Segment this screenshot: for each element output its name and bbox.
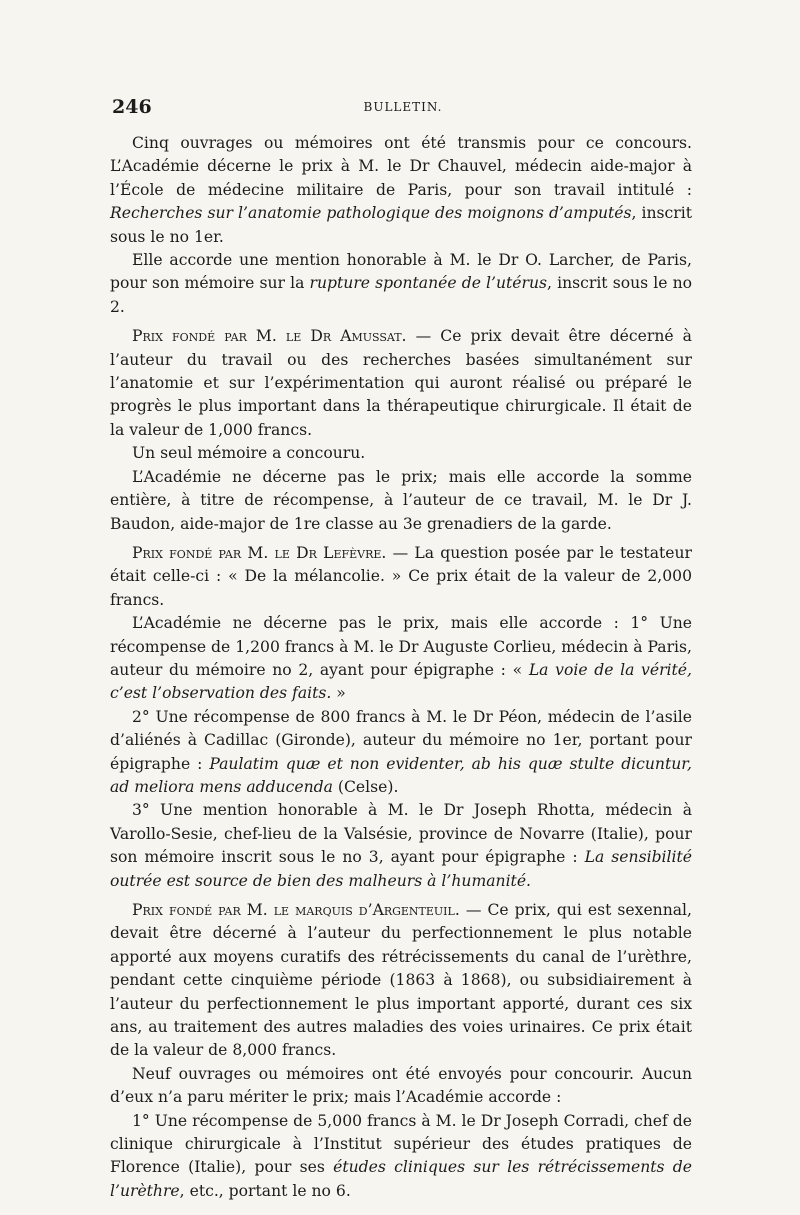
paragraph-text-tail: , inscrit sous le no 1er. [110,204,692,246]
work-title: rupture spontanée de l’utérus [309,274,548,293]
paragraph-text-tail: (Celse). [332,777,399,796]
paragraph-peon-award [110,706,692,800]
work-title: Recherches sur l’anatomie pathologique des moignons d’amputés [110,204,632,223]
paragraph-chauvel-prize [110,132,692,249]
paragraph-text-tail: , etc., portant le no 6. [179,1181,351,1200]
paragraph-corlieu-award [110,612,692,706]
running-head [112,96,694,120]
paragraph-larcher-mention [110,249,692,319]
section-heading: Prix fondé par M. le Dr Amussat. [132,327,407,346]
body-text [110,132,692,1203]
paragraph-text: — Ce prix, qui est sexennal, devait être décerné à l’auteur du perfectionnement le plus notable apporté aux moyens curatifs des rétrécissements du canal de l’urèthre, pendant cette cinquième période (1863 à 1868), ou subsidiairement à l’auteur du perfectionnement le plus important apporté, durant ces six ans, au traitement des autres maladies des voies urinaires. Ce prix était de la valeur de 8,000 francs. [110,901,692,1060]
paragraph-text: — La question posée par le testateur était celle-ci : « De la mélancolie. » Ce prix était de la valeur de 2,000 francs. [110,543,692,609]
paragraph-text-tail: , inscrit sous le no 2. [110,274,693,316]
page-number: 246 [112,96,152,118]
paragraph-text: Neuf ouvrages ou mémoires ont été envoyés pour concourir. Aucun d’eux n’a paru mériter le prix; mais l’Académie accorde : [110,1064,692,1107]
paragraph-lefevre-prize [110,542,692,612]
paragraph-text: Cinq ouvrages ou mémoires ont été transmis pour ce concours. L’Académie décerne le prix à M. le Dr Chauvel, médecin aide-major à l’École de médecine militaire de Paris, pour son travail intitulé : [110,134,692,199]
paragraph-text: L’Académie ne décerne pas le prix; mais elle accorde la somme entière, à titre de récompense, à l’auteur de ce travail, M. le Dr J. Baudon, aide-major de 1re classe au 3e grenadiers de la garde. [110,467,692,533]
paragraph-rhotta-mention [110,799,692,893]
running-header-title: BULLETIN. [363,100,443,114]
paragraph-single-memoir [110,442,692,465]
epigraph: La voie de la vérité, c’est l’observation des faits. [110,660,692,703]
paragraph-corradi-award [110,1110,692,1204]
paragraph-text: 3° Une mention honorable à M. le Dr Joseph Rhotta, médecin à Varollo-Sesie, chef-lieu de la Valsésie, province de Novarre (Italie), pour son mémoire inscrit sous le no 3, ayant pour épigraphe : [110,801,692,867]
section-heading: Prix fondé par M. le marquis d’Argenteuil. [132,901,460,919]
paragraph-text: — Ce prix devait être décerné à l’auteur du travail ou des recherches basées simultanément sur l’anatomie et sur l’expérimentation qui auront réalisé ou préparé le progrès le plus important dans la thérapeutique chirurgicale. Il était de la valeur de 1,000 francs. [110,327,692,439]
work-title: études cliniques sur les rétrécissements de l’urèthre [110,1158,692,1200]
paragraph-nine-works [110,1063,692,1110]
paragraph-text: 2° Une récompense de 800 francs à M. le Dr Péon, médecin de l’asile d’aliénés à Cadillac (Gironde), auteur du mémoire no 1er, portant pour épigraphe : [110,707,692,773]
paragraph-text-tail: » [331,684,346,703]
paragraph-text: 1° Une récompense de 5,000 francs à M. le Dr Joseph Corradi, chef de clinique chirurgicale à l’Institut supérieur des études pratiques de Florence (Italie), pour ses [110,1111,692,1177]
paragraph-text: Elle accorde une mention honorable à M. le Dr O. Larcher, de Paris, pour son mémoire sur la [110,251,692,293]
paragraph-baudon-award [110,466,692,536]
paragraph-argenteuil-prize [110,899,692,1063]
epigraph: La sensibilité outrée est source de bien des malheurs à l’humanité. [110,848,693,890]
paragraph-text: Un seul mémoire a concouru. [132,444,366,463]
epigraph: Paulatim quæ et non evidenter, ab his quæ stulte dicuntur, ad meliora mens adducenda [110,754,692,796]
paragraph-text: L’Académie ne décerne pas le prix, mais elle accorde : 1° Une récompense de 1,200 francs à M. le Dr Auguste Corlieu, médecin à Paris, auteur du mémoire no 2, ayant pour épigraphe : « [110,614,692,679]
section-heading: Prix fondé par M. le Dr Lefèvre. [132,543,387,562]
paragraph-amussat-prize [110,325,692,442]
